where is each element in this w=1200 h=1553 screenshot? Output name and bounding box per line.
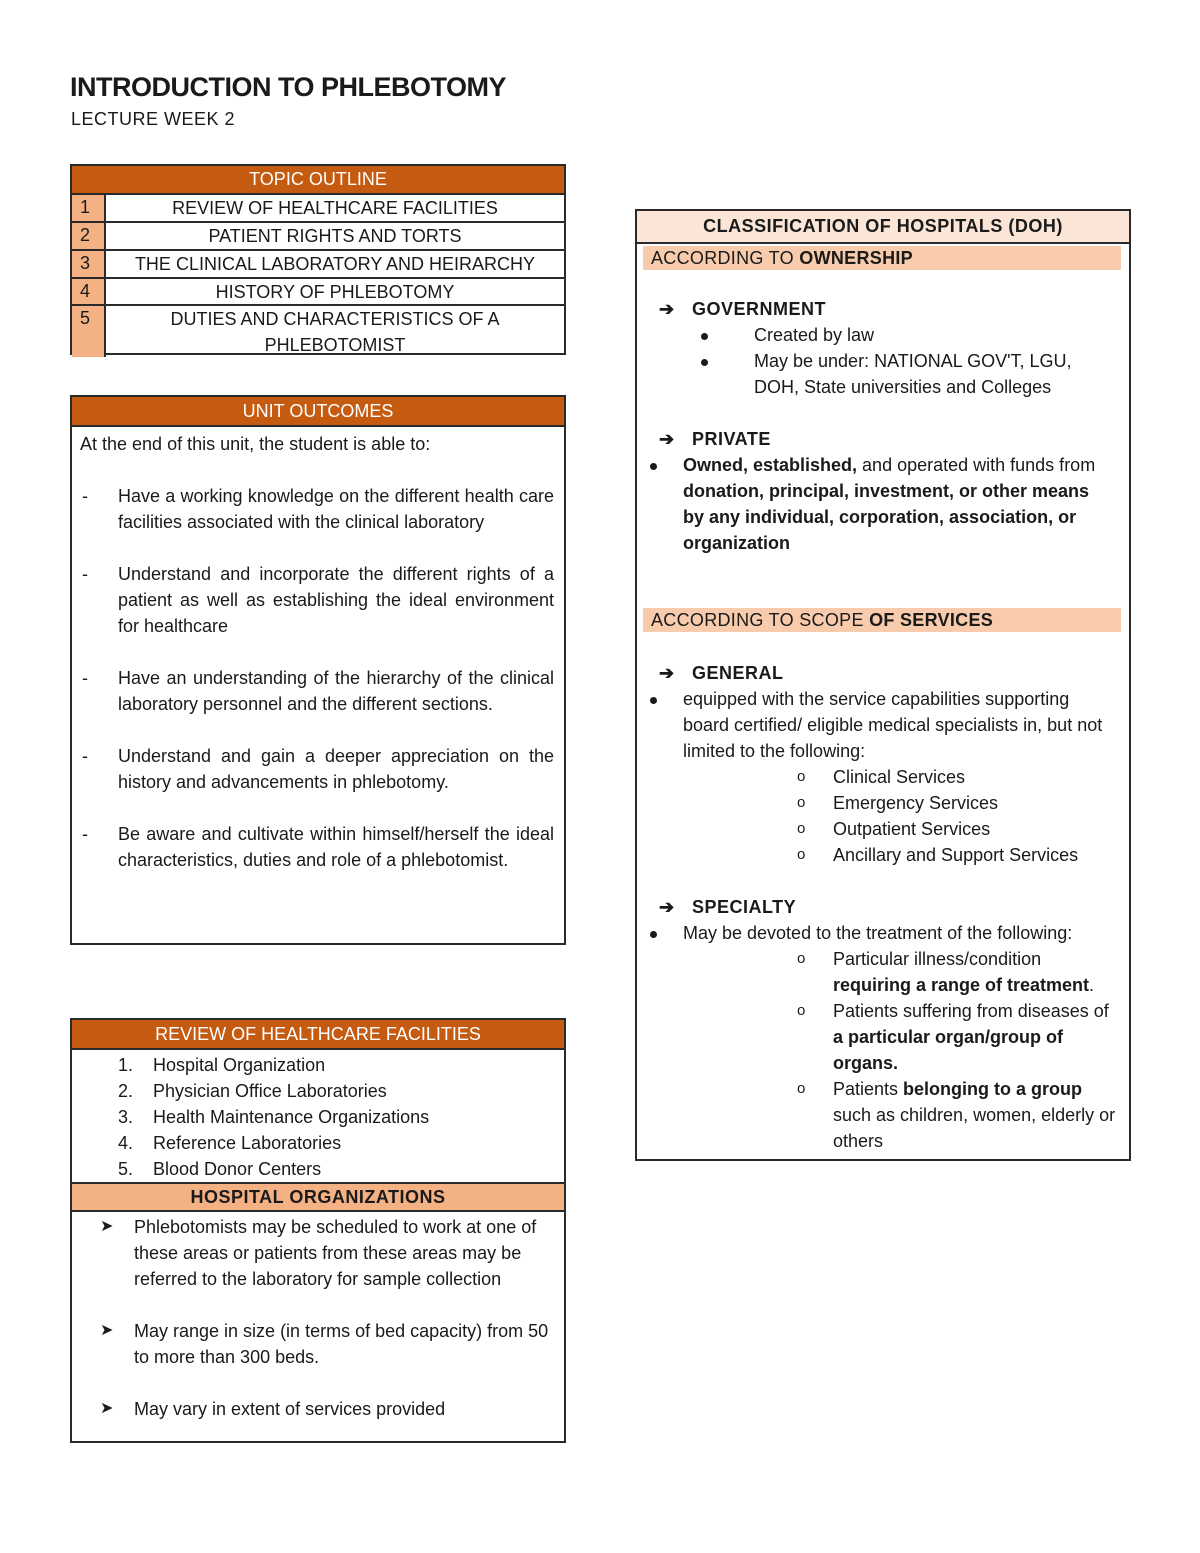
facility-item: 3. Health Maintenance Organizations [118,1107,430,1127]
circle-marker-icon: o [797,1002,806,1019]
outcome-item [72,665,564,717]
hospital-org-text: May vary in extent of services provided [134,1399,446,1419]
sub-item: o Patients belonging to a group such as children, women, elderly or others [637,1076,1129,1154]
dash-marker: - [82,486,88,506]
unit-outcomes-box [70,395,566,945]
outcome-text: Understand and incorporate the different rights of a patient as well as establishing the ideal environment for healthcare [118,564,554,636]
topic-number: 3 [72,251,106,277]
arrow-right-icon: ➔ [659,897,675,917]
topic-label: THE CLINICAL LABORATORY AND HEIRARCHY [134,254,536,274]
facility-item: 5. Blood Donor Centers [118,1159,322,1179]
facility-item: 2. Physician Office Laboratories [118,1081,387,1101]
topic-number: 5 [72,306,106,357]
arrow-right-icon: ➔ [659,429,675,449]
bullet-item [637,322,1129,348]
hospital-org-text: Phlebotomists may be scheduled to work at one of these areas or patients from these areas may be referred to the laboratory for sample collection [134,1217,537,1289]
topic-row [72,279,564,306]
ownership-band: ACCORDING TO OWNERSHIP [643,246,1121,270]
outcome-item [72,483,564,535]
circle-marker-icon: o [797,1080,806,1097]
circle-marker-icon: o [797,950,806,967]
arrowhead-icon: ➤ [100,1400,114,1417]
topic-row [72,306,564,357]
topic-row [72,195,564,223]
outcome-text: Have a working knowledge on the different health care facilities associated with the clinical laboratory [118,486,554,532]
document-title: INTRODUCTION TO PHLEBOTOMY [70,72,507,102]
bullet-icon [701,348,725,400]
bullet-icon [701,322,725,348]
sub-item: o Clinical Services [637,764,1129,790]
unit-outcomes-header: UNIT OUTCOMES [72,397,564,427]
topic-label: DUTIES AND CHARACTERISTICS OF A PHLEBOTOMIST [170,309,500,355]
topic-number: 2 [72,223,106,249]
dash-marker: - [82,668,88,688]
arrowhead-icon: ➤ [100,1322,114,1339]
hospital-org-item [72,1214,564,1292]
topic-label: PATIENT RIGHTS AND TORTS [208,226,462,246]
bullet-item [637,686,1129,764]
review-facilities-box [70,1018,566,1443]
classification-header: CLASSIFICATION OF HOSPITALS (DOH) [637,211,1129,244]
outcome-item [72,743,564,795]
hospital-org-text: May range in size (in terms of bed capacity) from 50 to more than 300 beds. [134,1321,549,1367]
sub-item: o Patients suffering from diseases of a particular organ/group of organs. [637,998,1129,1076]
arrowhead-icon: ➤ [100,1218,114,1235]
unit-outcomes-intro: At the end of this unit, the student is able to: [80,434,431,454]
arrow-right-icon: ➔ [659,299,675,319]
review-header: REVIEW OF HEALTHCARE FACILITIES [72,1020,564,1050]
facility-item: 4. Reference Laboratories [118,1133,342,1153]
circle-marker-icon: o [797,794,806,811]
topic-row [72,223,564,251]
arrow-right-icon: ➔ [659,663,675,683]
bullet-text: May be devoted to the treatment of the following: [683,923,1073,943]
topic-row [72,251,564,279]
hospital-org-item [72,1396,564,1422]
scope-band: ACCORDING TO SCOPE OF SERVICES [643,608,1121,632]
sub-item: o Emergency Services [637,790,1129,816]
dash-marker: - [82,746,88,766]
sub-item: o Particular illness/condition requiring a range of treatment. [637,946,1129,998]
topic-outline-table [70,164,566,355]
bullet-icon [637,452,657,556]
circle-marker-icon: o [797,768,806,785]
topic-number: 1 [72,195,106,221]
facility-list [72,1050,564,1182]
circle-marker-icon: o [797,846,806,863]
bullet-text: Created by law [754,325,875,345]
topic-label: HISTORY OF PHLEBOTOMY [215,282,455,302]
outcome-text: Have an understanding of the hierarchy of the clinical laboratory personnel and the different sections. [118,668,554,714]
hospital-org-item [72,1318,564,1370]
outcome-item [72,821,564,873]
general-category: ➔ GENERAL [637,660,1129,686]
circle-marker-icon: o [797,820,806,837]
sub-item: o Outpatient Services [637,816,1129,842]
bullet-item [637,348,1129,400]
document-subtitle: LECTURE WEEK 2 [71,109,236,129]
bullet-text: equipped with the service capabilities supporting board certified/ eligible medical specialists in, but not limited to the following: [683,689,1103,761]
bullet-text: Owned, established, and operated with funds from donation, principal, investment, or other means by any individual, corporation, association, or organization [683,455,1096,553]
facility-item: 1. Hospital Organization [118,1055,326,1075]
dash-marker: - [82,824,88,844]
bullet-item [637,920,1129,946]
bullet-icon [637,920,657,946]
bullet-icon [637,686,657,764]
private-category: ➔ PRIVATE [637,426,1129,452]
bullet-item [637,452,1129,556]
government-category: ➔ GOVERNMENT [637,296,1129,322]
outcome-item [72,561,564,639]
specialty-category: ➔ SPECIALTY [637,894,1129,920]
topic-number: 4 [72,279,106,304]
topic-label: REVIEW OF HEALTHCARE FACILITIES [172,198,498,218]
outcome-text: Be aware and cultivate within himself/herself the ideal characteristics, duties and role of a phlebotomist. [118,824,554,870]
classification-box [635,209,1131,1161]
outcome-text: Understand and gain a deeper appreciation on the history and advancements in phlebotomy. [118,746,554,792]
hospital-organizations-header: HOSPITAL ORGANIZATIONS [72,1182,564,1212]
bullet-text: May be under: NATIONAL GOV'T, LGU, DOH, State universities and Colleges [754,351,1072,397]
dash-marker: - [82,564,88,584]
topic-outline-header: TOPIC OUTLINE [72,166,564,195]
sub-item: o Ancillary and Support Services [637,842,1129,868]
